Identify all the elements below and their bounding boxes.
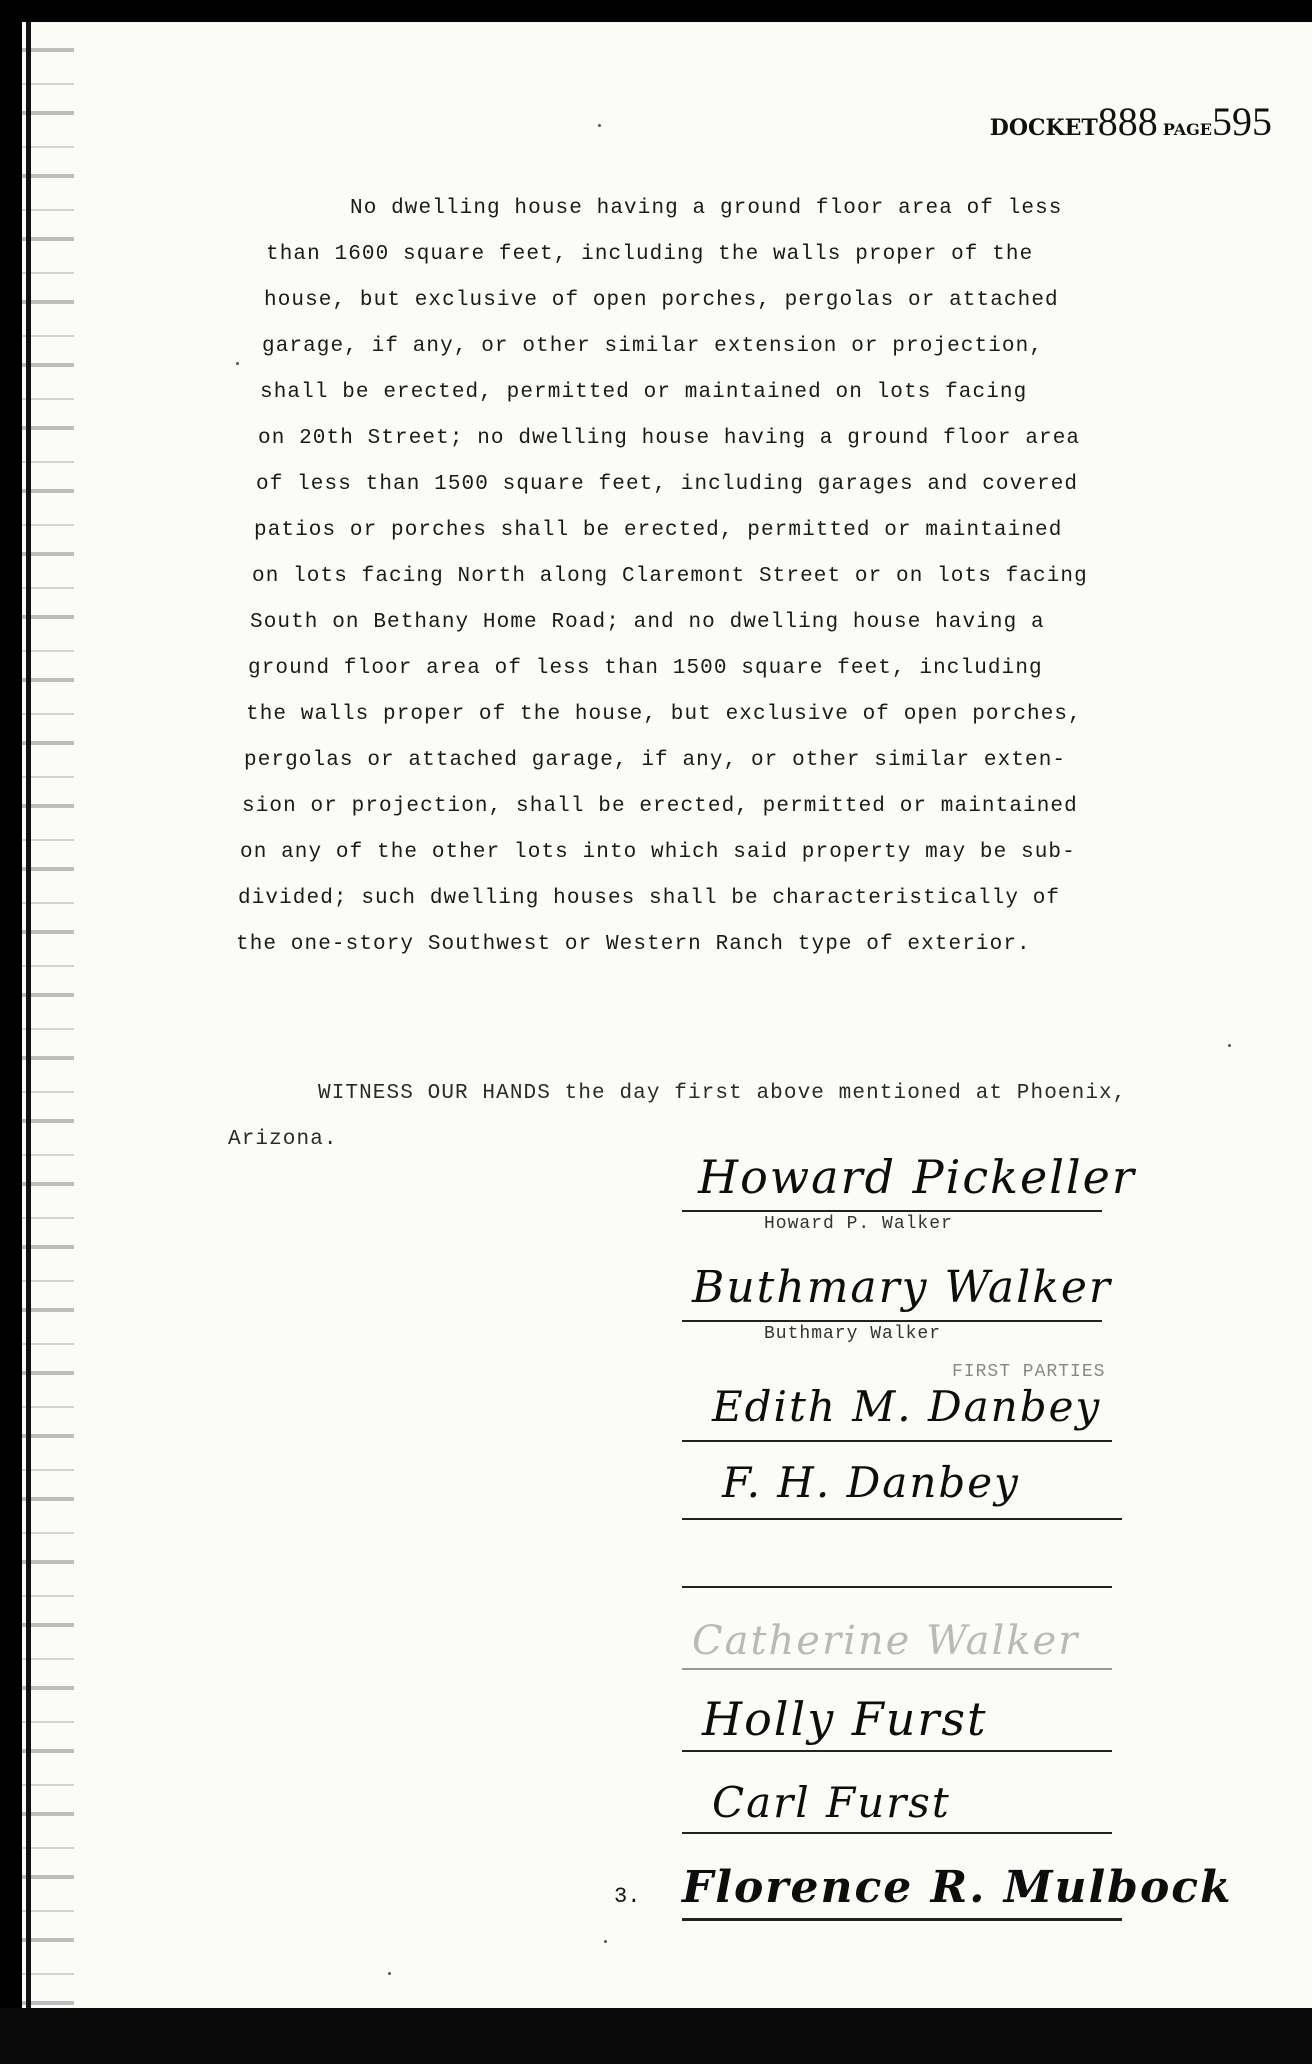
signature-line <box>682 1668 1112 1670</box>
body-line: divided; such dwelling houses shall be characteristically of <box>238 887 1061 910</box>
body-line: ground floor area of less than 1500 square feet, including <box>248 657 1043 680</box>
body-line: than 1600 square feet, including the walls proper of the <box>266 243 1034 266</box>
scan-speck <box>1228 1044 1231 1047</box>
signature-edith-danbey: Edith M. Danbey <box>712 1382 1102 1431</box>
signature-howard-walker: Howard Pickeller <box>698 1150 1136 1204</box>
page-number: 3. <box>614 1884 641 1909</box>
scan-edge-rule <box>26 22 31 2008</box>
scan-speck <box>604 1940 607 1943</box>
scan-bottom-border <box>0 2008 1312 2064</box>
body-line: patios or porches shall be erected, permitted or maintained <box>254 519 1063 542</box>
signature-line <box>682 1832 1112 1834</box>
witness-place: Arizona. <box>228 1128 338 1151</box>
signature-buthmary-walker: Buthmary Walker <box>692 1262 1112 1313</box>
body-line: house, but exclusive of open porches, pergolas or attached <box>264 289 1059 312</box>
scan-speck <box>236 362 239 365</box>
body-line: the walls proper of the house, but exclusive of open porches, <box>246 703 1082 726</box>
body-line: garage, if any, or other similar extension or projection, <box>262 335 1044 358</box>
docket-stamp <box>990 98 1272 145</box>
signature-line <box>682 1210 1102 1212</box>
signature-line <box>682 1320 1102 1322</box>
scan-speck <box>598 124 601 127</box>
scan-speck <box>388 1972 391 1975</box>
signature-carl-furst: Carl Furst <box>712 1778 951 1827</box>
body-line: shall be erected, permitted or maintained on lots facing <box>260 381 1028 404</box>
body-line: on any of the other lots into which said property may be sub- <box>240 841 1076 864</box>
signature-faint: Catherine Walker <box>692 1618 1080 1664</box>
signature-line <box>682 1918 1122 1921</box>
body-line: No dwelling house having a ground floor area of less <box>350 197 1063 220</box>
signature-holly-furst: Holly Furst <box>702 1692 988 1746</box>
body-line: on lots facing North along Claremont Street or on lots facing <box>252 565 1088 588</box>
body-line: of less than 1500 square feet, including garages and covered <box>256 473 1079 496</box>
body-line: pergolas or attached garage, if any, or other similar exten- <box>244 749 1067 772</box>
first-parties-label: FIRST PARTIES <box>952 1362 1106 1382</box>
signer-name-printed: Howard P. Walker <box>764 1214 953 1234</box>
body-line: sion or projection, shall be erected, permitted or maintained <box>242 795 1078 818</box>
witness-clause: WITNESS OUR HANDS the day first above mentioned at Phoenix, <box>318 1082 1127 1105</box>
docket-page-number: 595 <box>1212 99 1272 144</box>
body-line: on 20th Street; no dwelling house having a ground floor area <box>258 427 1081 450</box>
signer-name-printed: Buthmary Walker <box>764 1324 942 1344</box>
docket-number: 888 <box>1097 99 1158 144</box>
signature-line <box>682 1750 1112 1752</box>
page-label: PAGE <box>1162 120 1212 139</box>
body-line: South on Bethany Home Road; and no dwelling house having a <box>250 611 1045 634</box>
docket-label: DOCKET <box>989 115 1098 141</box>
signature-line <box>682 1586 1112 1588</box>
signature-mulbock: Florence R. Mulbock <box>682 1862 1233 1913</box>
document-page <box>22 22 1312 2008</box>
body-line: the one-story Southwest or Western Ranch type of exterior. <box>236 933 1031 956</box>
signature-line <box>682 1440 1112 1442</box>
signature-line <box>682 1518 1122 1520</box>
signature-danbey: F. H. Danbey <box>722 1458 1020 1507</box>
